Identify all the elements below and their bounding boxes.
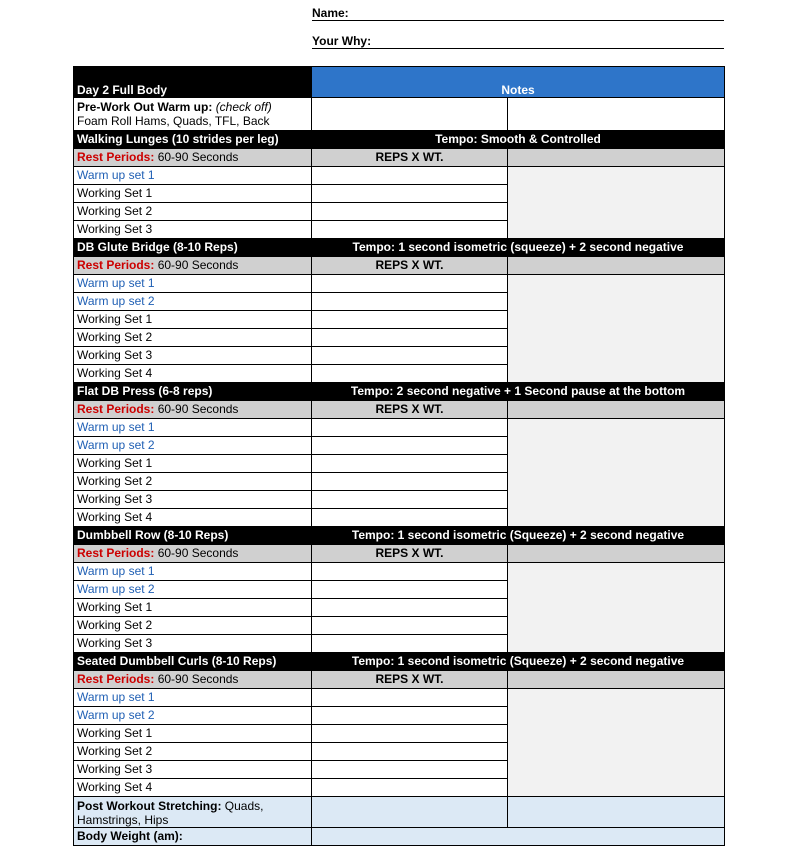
reps-weight-input[interactable] [311,436,508,455]
rest-periods-label: Rest Periods: [77,546,155,560]
rest-periods-cell [73,544,312,563]
post-stretch-check-cell[interactable] [311,796,508,828]
rest-periods-value: 60-90 Seconds [157,402,239,416]
set-label-cell [73,166,312,185]
set-label-cell [73,760,312,779]
set-label-cell [73,274,312,293]
rest-periods-label: Rest Periods: [77,402,155,416]
working-set-label: Working Set 1 [77,600,153,614]
rest-periods-cell [73,400,312,419]
day-title: Day 2 Full Body [77,83,168,97]
your-why-field[interactable] [312,34,724,49]
reps-weight-input[interactable] [311,184,508,203]
reps-weight-input[interactable] [311,328,508,347]
exercise-name: Seated Dumbbell Curls (8-10 Reps) [77,654,277,668]
warmup-check-cell[interactable] [311,97,508,131]
set-label-cell [73,292,312,311]
reps-weight-header: REPS X WT. [375,258,444,272]
post-stretch-cell [73,796,312,828]
exercise-tempo: Tempo: 2 second negative + 1 Second pause at the bottom [350,384,686,398]
rest-notes-cell [507,148,725,167]
warm-up-set-label: Warm up set 1 [77,690,155,704]
body-weight-label: Body Weight (am): [77,829,183,843]
set-label-cell [73,328,312,347]
rest-notes-cell [507,400,725,419]
exercise-tempo: Tempo: 1 second isometric (Squeeze) + 2 second negative [351,528,685,542]
exercise-tempo-cell [311,526,725,545]
reps-weight-input[interactable] [311,760,508,779]
post-stretch-detail: Quads, Hamstrings, Hips [77,799,264,827]
rest-periods-cell [73,148,312,167]
set-label-cell [73,724,312,743]
set-label-cell [73,184,312,203]
warm-up-set-label: Warm up set 2 [77,582,155,596]
exercise-notes-area[interactable] [507,562,725,653]
name-field[interactable] [312,6,724,21]
warm-up-set-label: Warm up set 2 [77,708,155,722]
warm-up-set-label: Warm up set 2 [77,438,155,452]
reps-weight-input[interactable] [311,724,508,743]
notes-header: Notes [501,83,535,97]
prework-warmup-note: (check off) [215,100,272,114]
reps-weight-header: REPS X WT. [375,402,444,416]
reps-weight-input[interactable] [311,508,508,527]
name-label: Name: [312,6,349,20]
rest-notes-cell [507,256,725,275]
set-label-cell [73,634,312,653]
day-title-cell [73,66,312,98]
working-set-label: Working Set 3 [77,222,153,236]
exercise-name: DB Glute Bridge (8-10 Reps) [77,240,238,254]
reps-weight-input[interactable] [311,346,508,365]
exercise-name: Flat DB Press (6-8 reps) [77,384,213,398]
working-set-label: Working Set 1 [77,726,153,740]
reps-weight-input[interactable] [311,634,508,653]
set-label-cell [73,562,312,581]
rest-notes-cell [507,544,725,563]
warm-up-set-label: Warm up set 1 [77,420,155,434]
reps-weight-header-cell [311,256,508,275]
working-set-label: Working Set 1 [77,312,153,326]
warmup-notes-cell[interactable] [507,97,725,131]
set-label-cell [73,742,312,761]
body-weight-cell [73,827,312,846]
reps-weight-input[interactable] [311,202,508,221]
exercise-tempo: Tempo: 1 second isometric (squeeze) + 2 second negative [352,240,684,254]
exercise-name-cell [73,526,312,545]
reps-weight-header-cell [311,400,508,419]
set-label-cell [73,220,312,239]
rest-periods-value: 60-90 Seconds [157,672,239,686]
working-set-label: Working Set 3 [77,348,153,362]
exercise-name-cell [73,130,312,149]
exercise-tempo-cell [311,130,725,149]
warm-up-set-label: Warm up set 2 [77,294,155,308]
your-why-label: Your Why: [312,34,372,48]
working-set-label: Working Set 4 [77,510,153,524]
reps-weight-input[interactable] [311,364,508,383]
set-label-cell [73,778,312,797]
reps-weight-input[interactable] [311,220,508,239]
exercise-tempo: Tempo: Smooth & Controlled [435,132,601,146]
reps-weight-input[interactable] [311,580,508,599]
exercise-tempo-cell [311,652,725,671]
set-label-cell [73,508,312,527]
post-stretch-label: Post Workout Stretching: [77,799,222,813]
reps-weight-input[interactable] [311,616,508,635]
working-set-label: Working Set 2 [77,330,153,344]
rest-periods-value: 60-90 Seconds [157,258,239,272]
exercise-notes-area[interactable] [507,418,725,527]
reps-weight-header: REPS X WT. [375,546,444,560]
rest-periods-value: 60-90 Seconds [157,546,239,560]
set-label-cell [73,616,312,635]
reps-weight-input[interactable] [311,310,508,329]
reps-weight-input[interactable] [311,706,508,725]
exercise-notes-area[interactable] [507,688,725,797]
reps-weight-input[interactable] [311,490,508,509]
exercise-name: Dumbbell Row (8-10 Reps) [77,528,229,542]
prework-warmup-detail: Foam Roll Hams, Quads, TFL, Back [77,114,270,128]
warm-up-set-label: Warm up set 1 [77,276,155,290]
working-set-label: Working Set 1 [77,456,153,470]
reps-weight-header-cell [311,148,508,167]
reps-weight-input[interactable] [311,598,508,617]
reps-weight-header: REPS X WT. [375,672,444,686]
set-label-cell [73,706,312,725]
rest-periods-cell [73,256,312,275]
reps-weight-header: REPS X WT. [375,150,444,164]
exercise-notes-area[interactable] [507,166,725,239]
body-weight-input[interactable] [311,827,725,846]
rest-periods-value: 60-90 Seconds [157,150,239,164]
exercise-name: Walking Lunges (10 strides per leg) [77,132,279,146]
working-set-label: Working Set 4 [77,780,153,794]
set-label-cell [73,598,312,617]
exercise-tempo: Tempo: 1 second isometric (Squeeze) + 2 second negative [351,654,685,668]
set-label-cell [73,310,312,329]
set-label-cell [73,580,312,599]
reps-weight-input[interactable] [311,688,508,707]
rest-periods-label: Rest Periods: [77,672,155,686]
exercise-name-cell [73,652,312,671]
reps-weight-input[interactable] [311,292,508,311]
working-set-label: Working Set 3 [77,636,153,650]
set-label-cell [73,436,312,455]
working-set-label: Working Set 2 [77,204,153,218]
working-set-label: Working Set 2 [77,474,153,488]
rest-periods-label: Rest Periods: [77,150,155,164]
warm-up-set-label: Warm up set 1 [77,168,155,182]
set-label-cell [73,364,312,383]
set-label-cell [73,202,312,221]
set-label-cell [73,490,312,509]
working-set-label: Working Set 4 [77,366,153,380]
rest-periods-cell [73,670,312,689]
set-label-cell [73,688,312,707]
rest-periods-label: Rest Periods: [77,258,155,272]
reps-weight-header-cell [311,544,508,563]
working-set-label: Working Set 3 [77,492,153,506]
working-set-label: Working Set 3 [77,762,153,776]
exercise-name-cell [73,382,312,401]
reps-weight-input[interactable] [311,166,508,185]
reps-weight-input[interactable] [311,454,508,473]
set-label-cell [73,346,312,365]
prework-warmup-cell [73,97,312,131]
working-set-label: Working Set 2 [77,618,153,632]
set-label-cell [73,418,312,437]
exercise-tempo-cell [311,382,725,401]
rest-notes-cell [507,670,725,689]
notes-header-cell [311,66,725,98]
exercise-tempo-cell [311,238,725,257]
working-set-label: Working Set 2 [77,744,153,758]
exercise-name-cell [73,238,312,257]
reps-weight-input[interactable] [311,778,508,797]
set-label-cell [73,472,312,491]
reps-weight-input[interactable] [311,742,508,761]
warm-up-set-label: Warm up set 1 [77,564,155,578]
post-stretch-notes-cell[interactable] [507,796,725,828]
set-label-cell [73,454,312,473]
reps-weight-header-cell [311,670,508,689]
reps-weight-input[interactable] [311,472,508,491]
reps-weight-input[interactable] [311,562,508,581]
reps-weight-input[interactable] [311,274,508,293]
exercise-notes-area[interactable] [507,274,725,383]
reps-weight-input[interactable] [311,418,508,437]
working-set-label: Working Set 1 [77,186,153,200]
prework-warmup-label: Pre-Work Out Warm up: [77,100,213,114]
